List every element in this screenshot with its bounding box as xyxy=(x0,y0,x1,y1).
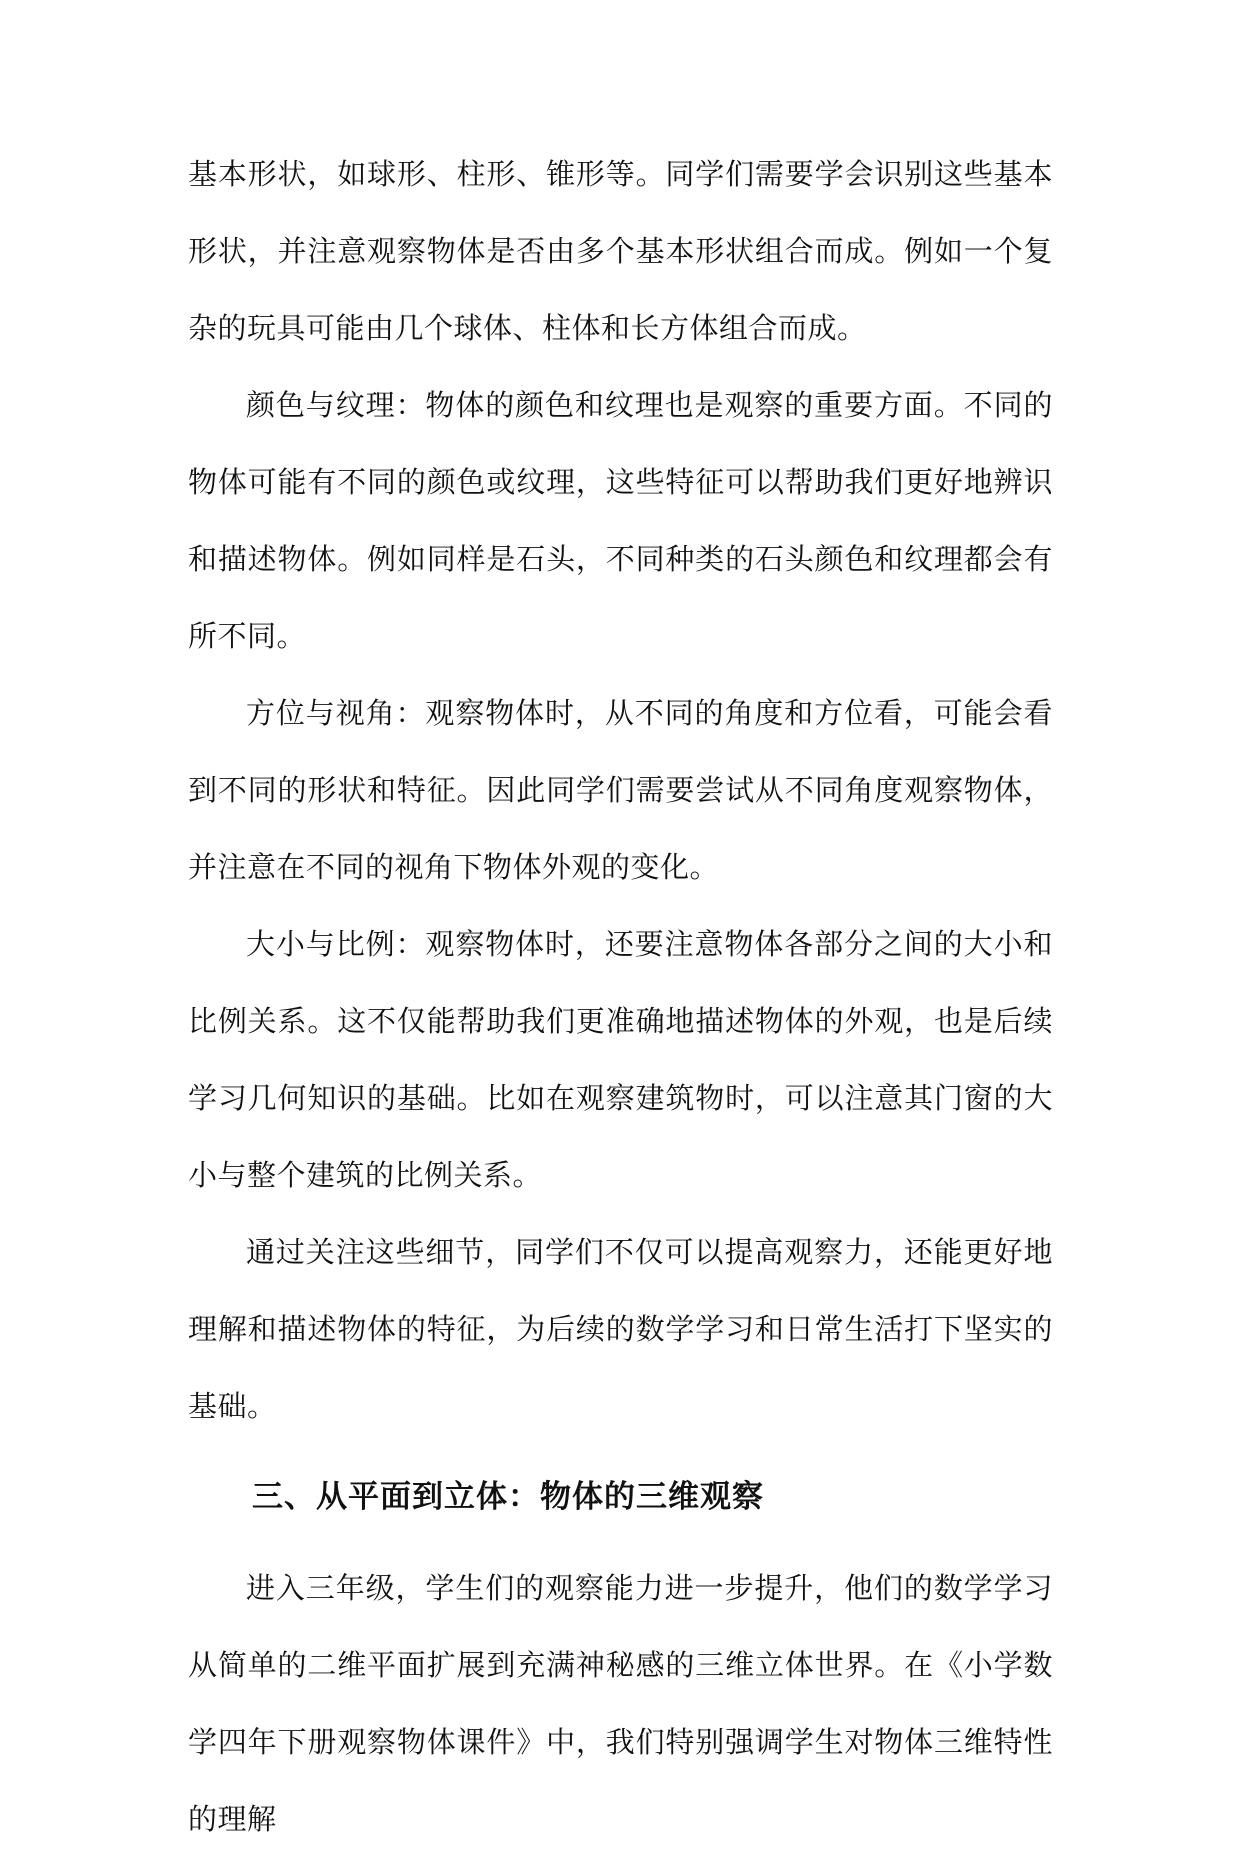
section-heading: 三、从平面到立体：物体的三维观察 xyxy=(252,1479,764,1515)
paragraph-orientation-viewpoint: 方位与视角：观察物体时，从不同的角度和方位看，可能会看到不同的形状和特征。因此同学们需要尝试从不同角度观察物体，并注意在不同的视角下物体外观的变化。 xyxy=(188,696,1053,884)
paragraph-three-dimensional-intro: 进入三年级，学生们的观察能力进一步提升，他们的数学学习从简单的二维平面扩展到充满神秘感的三维立体世界。在《小学数学四年下册观察物体课件》中，我们特别强调学生对物体三维特性的理解 xyxy=(188,1571,1053,1836)
paragraph-basic-shapes: 基本形状，如球形、柱形、锥形等。同学们需要学会识别这些基本形状，并注意观察物体是否由多个基本形状组合而成。例如一个复杂的玩具可能由几个球体、柱体和长方体组合而成。 xyxy=(188,157,1053,345)
paragraph-size-proportion: 大小与比例：观察物体时，还要注意物体各部分之间的大小和比例关系。这不仅能帮助我们更准确地描述物体的外观，也是后续学习几何知识的基础。比如在观察建筑物时，可以注意其门窗的大小与整个建筑的比例关系。 xyxy=(188,927,1053,1192)
paragraph-color-texture: 颜色与纹理：物体的颜色和纹理也是观察的重要方面。不同的物体可能有不同的颜色或纹理，这些特征可以帮助我们更好地辨识和描述物体。例如同样是石头，不同种类的石头颜色和纹理都会有所不同。 xyxy=(188,388,1053,653)
paragraph-summary: 通过关注这些细节，同学们不仅可以提高观察力，还能更好地理解和描述物体的特征，为后续的数学学习和日常生活打下坚实的基础。 xyxy=(188,1235,1053,1423)
document-body xyxy=(188,136,1053,1858)
